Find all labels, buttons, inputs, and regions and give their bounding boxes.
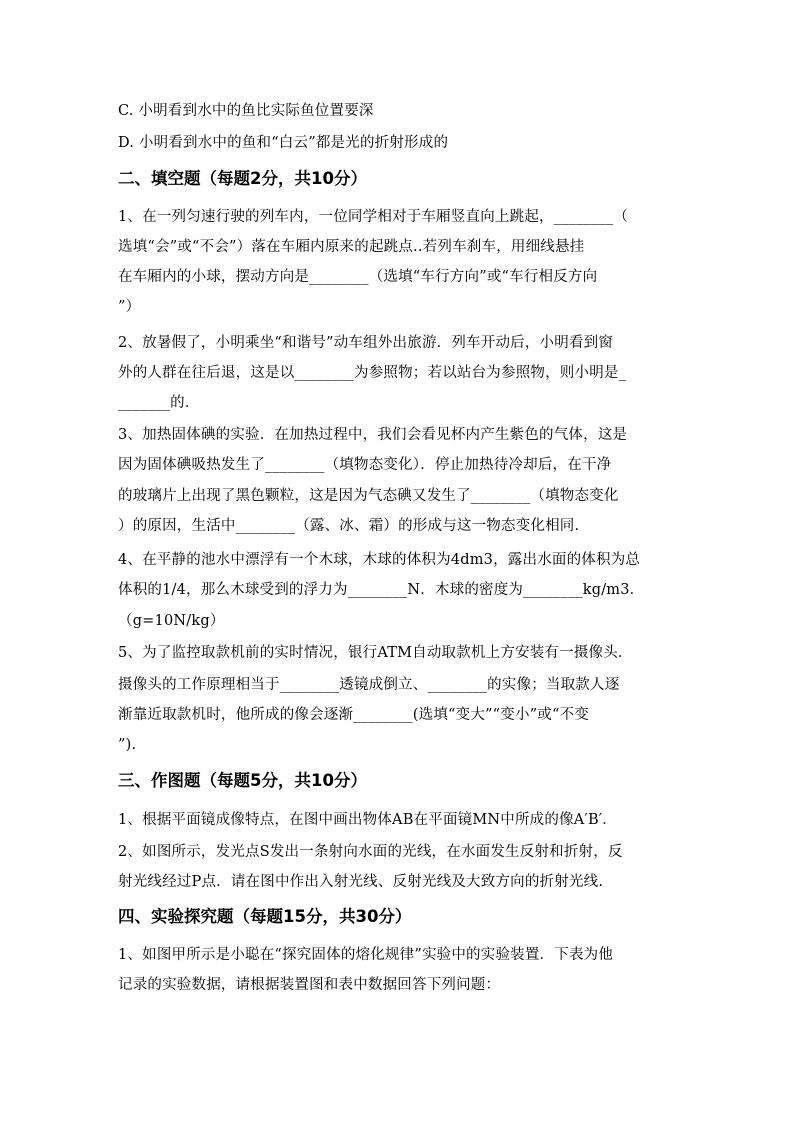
question-line: 射光线经过P点．请在图中作出入射光线、反射光线及大致方向的折射光线.	[118, 874, 604, 890]
question-line: 的玻璃片上出现了黑色颗粒，这是因为气态碘又发生了________（填物态变化	[118, 488, 619, 504]
question-line: 在车厢内的小球，摆动方向是________（选填“车行方向”或“车行相反方向	[118, 269, 598, 285]
question-line: 2、如图所示，发光点S发出一条射向水面的光线，在水面发生反射和折射，反	[118, 844, 623, 860]
question-line: 1、在一列匀速行驶的列车内，一位同学相对于车厢竖直向上跳起，________（	[118, 209, 629, 225]
option-c: C. 小明看到水中的鱼比实际鱼位置要深	[118, 103, 374, 119]
question-line: 1、如图甲所示是小聪在“探究固体的熔化规律”实验中的实验装置．下表为他	[118, 947, 614, 963]
question-line: 4、在平静的池水中漂浮有一个木球，木球的体积为4dm3，露出水面的体积为总	[118, 552, 641, 568]
question-line: 记录的实验数据，请根据装置图和表中数据回答下列问题：	[118, 977, 501, 993]
question-line: 1、根据平面镜成像特点，在图中画出物体AB在平面镜MN中所成的像A′B′．	[118, 812, 617, 828]
question-line: 3、加热固体碘的实验．在加热过程中，我们会看见杯内产生紫色的气体，这是	[118, 427, 628, 443]
question-line: 2、放暑假了，小明乘坐“和谐号”动车组外出旅游．列车开动后，小明看到窗	[118, 335, 614, 351]
question-line: 外的人群在往后退，这是以________为参照物；若以站台为参照物，则小明是_	[118, 365, 627, 381]
question-line: 5、为了监控取款机前的实时情况，银行ATM自动取款机上方安装有一摄像头．	[118, 645, 633, 661]
section-heading-fill-blank: 二、填空题（每题2分，共10分）	[118, 169, 367, 188]
question-line: （g=10N/kg）	[118, 613, 225, 629]
question-line: 体积的1/4，那么木球受到的浮力为________N．木球的密度为________kg/m3．	[118, 582, 645, 598]
question-line: 摄像头的工作原理相当于________透镜成倒立、________的实像；当取款人逐	[118, 677, 620, 693]
question-line: ”).	[118, 737, 137, 753]
question-line: ）的原因，生活中________（露、冰、霜）的形成与这一物态变化相同.	[118, 518, 580, 534]
question-line: 因为固体碘吸热发生了________（填物态变化）．停止加热待冷却后，在干净	[118, 457, 612, 473]
question-line: 渐靠近取款机时，他所成的像会逐渐________(选填“变大”“变小”或“不变	[118, 707, 590, 723]
question-line: _______的．	[118, 395, 200, 411]
section-heading-experiment: 四、实验探究题（每题15分，共30分）	[118, 907, 412, 926]
question-line: ”）	[118, 299, 141, 315]
option-d: D. 小明看到水中的鱼和“白云”都是光的折射形成的	[118, 135, 449, 151]
section-heading-drawing: 三、作图题（每题5分，共10分）	[118, 771, 367, 790]
question-line: 选填“会”或“不会”）落在车厢内原来的起跳点..若列车刹车，用细线悬挂	[118, 239, 585, 255]
